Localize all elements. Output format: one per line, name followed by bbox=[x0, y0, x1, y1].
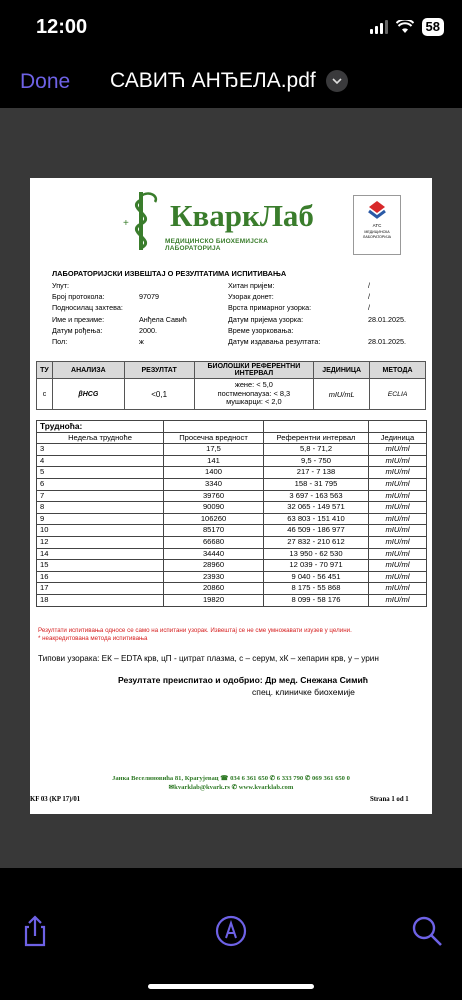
info-label: Време узорковања: bbox=[228, 325, 294, 335]
average-cell: 39760 bbox=[164, 490, 264, 502]
done-button[interactable]: Done bbox=[20, 70, 71, 93]
analysis-name: βHCG bbox=[52, 379, 124, 410]
analysis-table bbox=[36, 361, 426, 410]
table-row bbox=[37, 548, 427, 560]
column-header: БИОЛОШКИ РЕФЕРЕНТНИ ИНТЕРВАЛ bbox=[194, 362, 314, 379]
analysis-unit: mIU/mL bbox=[314, 379, 370, 410]
interval-cell: 12 039 - 70 971 bbox=[264, 560, 369, 572]
pdf-viewer[interactable] bbox=[0, 108, 462, 868]
column-header: АНАЛИЗА bbox=[52, 362, 124, 379]
bottom-toolbar bbox=[0, 868, 462, 1000]
table-row bbox=[37, 478, 427, 490]
unit-cell: mIU/ml bbox=[369, 571, 427, 583]
average-cell: 19820 bbox=[164, 594, 264, 606]
sample-labels bbox=[228, 280, 368, 347]
markup-icon[interactable] bbox=[214, 914, 248, 948]
interval-cell: 158 - 31 795 bbox=[264, 478, 369, 490]
week-cell: 9 bbox=[37, 513, 164, 525]
average-cell: 1400 bbox=[164, 467, 264, 479]
pdf-page bbox=[30, 178, 432, 814]
table-row bbox=[37, 583, 427, 595]
column-header: Недеља трудноће bbox=[37, 432, 164, 444]
unit-cell: mIU/ml bbox=[369, 455, 427, 467]
navigation-bar bbox=[0, 58, 462, 106]
week-cell: 4 bbox=[37, 455, 164, 467]
table-row bbox=[37, 490, 427, 502]
received-date: 28.01.2025. bbox=[368, 314, 406, 324]
table-row bbox=[37, 444, 427, 456]
unit-cell: mIU/ml bbox=[369, 478, 427, 490]
average-cell: 28960 bbox=[164, 560, 264, 572]
pregnancy-title-row bbox=[37, 421, 427, 433]
cellular-signal-icon bbox=[370, 20, 388, 34]
info-value bbox=[139, 302, 229, 313]
status-bar bbox=[0, 0, 462, 54]
interval-cell: 32 065 - 149 571 bbox=[264, 502, 369, 514]
unit-cell: mIU/ml bbox=[369, 594, 427, 606]
reference-women: жене: < 5,0 bbox=[234, 380, 273, 390]
average-cell: 3340 bbox=[164, 478, 264, 490]
average-cell: 34440 bbox=[164, 548, 264, 560]
table-row bbox=[37, 560, 427, 572]
accreditation-note: * неакредитована метода испитивања bbox=[38, 635, 148, 642]
column-header: ТУ bbox=[37, 362, 53, 379]
interval-cell: 9 040 - 56 451 bbox=[264, 571, 369, 583]
protocol-number: 97079 bbox=[139, 292, 159, 302]
info-value: / bbox=[368, 303, 370, 313]
pregnancy-header-row bbox=[37, 432, 427, 444]
table-row bbox=[37, 536, 427, 548]
patient-name: Анђела Савић bbox=[139, 314, 187, 324]
interval-cell: 9,5 - 750 bbox=[264, 455, 369, 467]
week-cell: 5 bbox=[37, 467, 164, 479]
birth-year: 2000. bbox=[139, 325, 157, 335]
unit-cell: mIU/ml bbox=[369, 560, 427, 572]
average-cell: 20860 bbox=[164, 583, 264, 595]
info-label: Број протокола: bbox=[52, 292, 105, 302]
signer-specialty: спец. клиничке биохемије bbox=[252, 687, 355, 697]
pregnancy-title: Трудноћа: bbox=[37, 421, 164, 433]
status-time: 12:00 bbox=[36, 16, 88, 38]
accreditation-logo-icon bbox=[367, 199, 387, 223]
table-row bbox=[37, 455, 427, 467]
unit-cell: mIU/ml bbox=[369, 444, 427, 456]
page-number: Strana 1 od 1 bbox=[370, 796, 409, 803]
wifi-icon bbox=[396, 20, 414, 34]
footer-address: Јанка Веселиновића 81, Крагујевац ☎ 034 6 361 650 ✆ 6 333 790 ✆ 069 361 650 0 bbox=[112, 775, 350, 782]
week-cell: 3 bbox=[37, 444, 164, 456]
interval-cell: 5,8 - 71,2 bbox=[264, 444, 369, 456]
analysis-method: ECLIA bbox=[370, 379, 426, 410]
interval-cell: 8 099 - 58 176 bbox=[264, 594, 369, 606]
week-cell: 7 bbox=[37, 490, 164, 502]
unit-cell: mIU/ml bbox=[369, 467, 427, 479]
unit-cell: mIU/ml bbox=[369, 536, 427, 548]
interval-cell: 46 509 - 186 977 bbox=[264, 525, 369, 537]
average-cell: 106260 bbox=[164, 513, 264, 525]
info-label: Име и презиме: bbox=[52, 314, 105, 324]
reference-interval bbox=[194, 379, 314, 410]
info-value: / bbox=[368, 281, 370, 290]
analysis-row bbox=[37, 379, 426, 410]
logo-subtitle: МЕДИЦИНСКО БИОХЕМИЈСКА ЛАБОРАТОРИЈА bbox=[165, 238, 268, 252]
report-title: ЛАБОРАТОРИЈСКИ ИЗВЕШТАЈ О РЕЗУЛТАТИМА ИСПИТИВАЊА bbox=[52, 269, 287, 278]
week-cell: 14 bbox=[37, 548, 164, 560]
sample-type: с bbox=[37, 379, 53, 410]
interval-cell: 3 697 - 163 563 bbox=[264, 490, 369, 502]
issued-date: 28.01.2025. bbox=[368, 336, 406, 346]
week-cell: 12 bbox=[37, 536, 164, 548]
info-value bbox=[139, 280, 229, 291]
unit-cell: mIU/ml bbox=[369, 502, 427, 514]
unit-cell: mIU/ml bbox=[369, 513, 427, 525]
accreditation-name: ATC bbox=[372, 223, 382, 228]
svg-text:+: + bbox=[123, 218, 129, 229]
unit-cell: mIU/ml bbox=[369, 548, 427, 560]
column-header: Референтни интервал bbox=[264, 432, 369, 444]
battery-icon: 58 bbox=[422, 18, 444, 36]
footer-contact: ✉kvarklab@kvark.rs ✆ www.kvarklab.com bbox=[168, 784, 294, 791]
lab-logo bbox=[115, 188, 320, 254]
sample-types-legend: Типови узорака: ЕК – EDTA крв, цП - цитрат плазма, с – серум, хК – хепарин крв, у – урин bbox=[38, 654, 379, 663]
chevron-down-icon[interactable] bbox=[326, 70, 348, 92]
sample-values bbox=[368, 280, 428, 347]
column-header: РЕЗУЛТАТ bbox=[124, 362, 194, 379]
info-label: Датум издавања резултата: bbox=[228, 336, 321, 346]
info-label: Датум пријема узорка: bbox=[228, 314, 304, 324]
analysis-result: <0,1 bbox=[124, 379, 194, 410]
info-label: Датум рођења: bbox=[52, 325, 103, 335]
status-icons bbox=[370, 18, 444, 36]
table-row bbox=[37, 513, 427, 525]
accreditation-badge bbox=[353, 195, 401, 255]
week-cell: 8 bbox=[37, 502, 164, 514]
accreditation-subtitle: МЕДИЦИНСКА ЛАБОРАТОРИЈА bbox=[362, 230, 392, 239]
info-label: Врста примарног узорка: bbox=[228, 303, 312, 313]
patient-sex: ж bbox=[139, 336, 144, 346]
table-row bbox=[37, 594, 427, 606]
table-row bbox=[37, 571, 427, 583]
column-header: МЕТОДА bbox=[370, 362, 426, 379]
unit-cell: mIU/ml bbox=[369, 490, 427, 502]
reference-men: мушкарци: < 2,0 bbox=[226, 397, 282, 407]
info-value: / bbox=[368, 292, 370, 302]
document-title: САВИЋ АНЂЕЛА.pdf bbox=[110, 69, 316, 92]
form-code: KF 03 (KP 17)/01 bbox=[30, 796, 81, 803]
interval-cell: 217 - 7 138 bbox=[264, 467, 369, 479]
column-header: Просечна вредност bbox=[164, 432, 264, 444]
document-title-menu[interactable] bbox=[110, 69, 348, 93]
analysis-header-row bbox=[37, 362, 426, 379]
search-icon[interactable] bbox=[410, 914, 444, 948]
interval-cell: 13 950 - 62 530 bbox=[264, 548, 369, 560]
week-cell: 10 bbox=[37, 525, 164, 537]
interval-cell: 8 175 - 55 868 bbox=[264, 583, 369, 595]
info-label: Хитан пријем: bbox=[228, 281, 275, 290]
info-label: Подносилац захтева: bbox=[52, 303, 123, 313]
column-header: Јединица bbox=[369, 432, 427, 444]
info-label: Узорак донет: bbox=[228, 292, 274, 302]
share-icon[interactable] bbox=[18, 914, 52, 948]
table-row bbox=[37, 502, 427, 514]
week-cell: 6 bbox=[37, 478, 164, 490]
table-row bbox=[37, 467, 427, 479]
caduceus-icon bbox=[121, 190, 161, 252]
average-cell: 17,5 bbox=[164, 444, 264, 456]
average-cell: 141 bbox=[164, 455, 264, 467]
week-cell: 17 bbox=[37, 583, 164, 595]
pregnancy-table bbox=[36, 420, 427, 607]
disclaimer-note: Резултати испитивања односе се само на испитани узорак. Извештај се не сме умножавати изузев у целини. bbox=[38, 627, 352, 634]
home-indicator bbox=[148, 984, 314, 989]
approval-signature: Резултате преиспитао и одобрио: Др мед. Снежана Симић bbox=[118, 675, 368, 685]
patient-values bbox=[139, 280, 229, 347]
unit-cell: mIU/ml bbox=[369, 525, 427, 537]
unit-cell: mIU/ml bbox=[369, 583, 427, 595]
patient-labels bbox=[52, 280, 137, 347]
info-label: Упут: bbox=[52, 281, 70, 290]
week-cell: 16 bbox=[37, 571, 164, 583]
average-cell: 90090 bbox=[164, 502, 264, 514]
reference-postmenopause: постменопауза: < 8,3 bbox=[217, 388, 291, 398]
average-cell: 85170 bbox=[164, 525, 264, 537]
logo-name: КваркЛаб bbox=[170, 198, 314, 233]
average-cell: 66680 bbox=[164, 536, 264, 548]
column-header: ЈЕДИНИЦА bbox=[314, 362, 370, 379]
week-cell: 15 bbox=[37, 560, 164, 572]
info-value bbox=[368, 325, 428, 336]
info-label: Пол: bbox=[52, 336, 68, 346]
interval-cell: 27 832 - 210 612 bbox=[264, 536, 369, 548]
interval-cell: 63 803 - 151 410 bbox=[264, 513, 369, 525]
week-cell: 18 bbox=[37, 594, 164, 606]
average-cell: 23930 bbox=[164, 571, 264, 583]
table-row bbox=[37, 525, 427, 537]
